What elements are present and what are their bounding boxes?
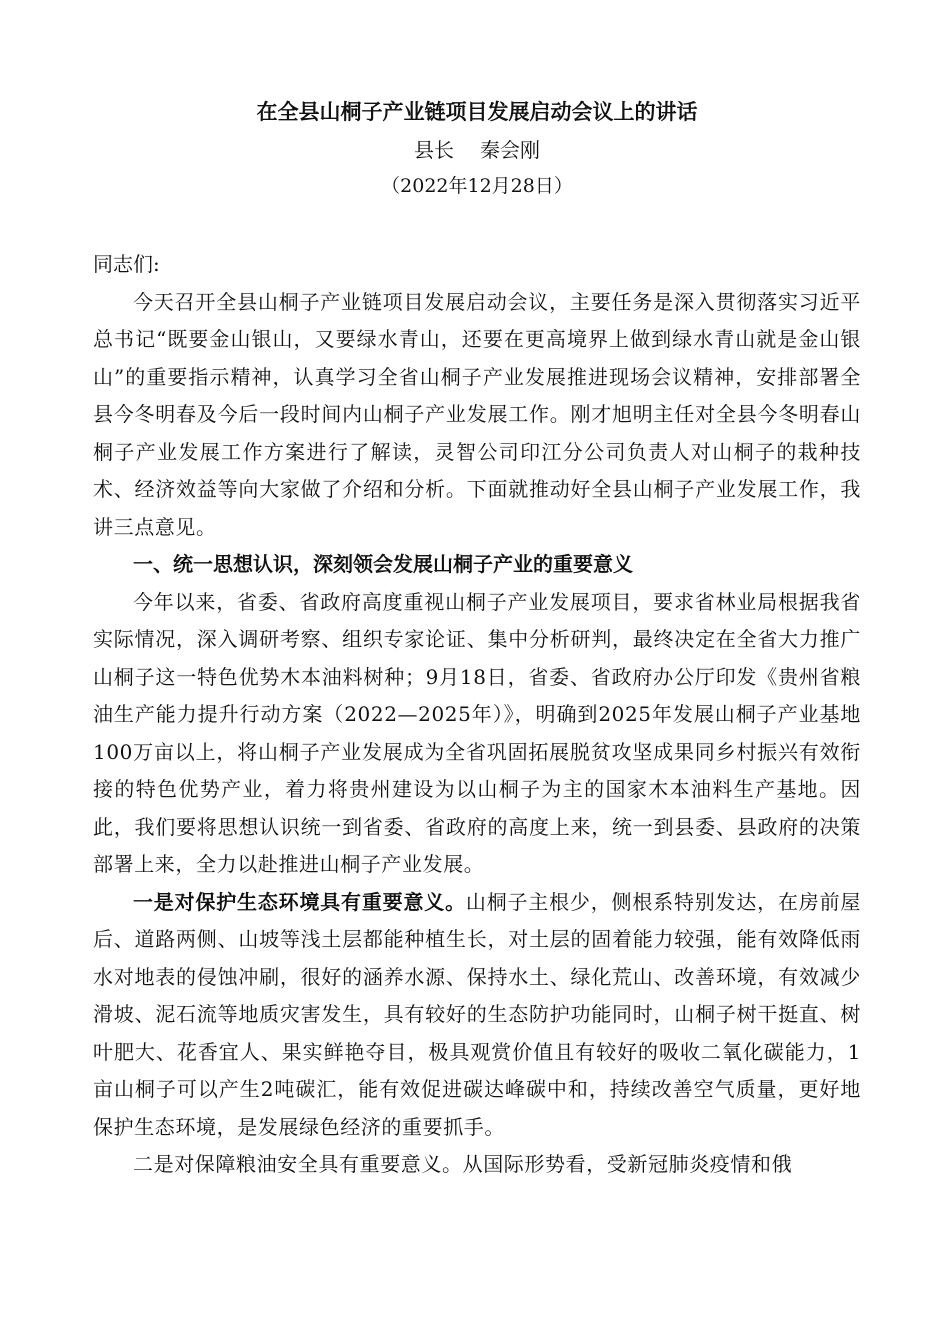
point-1-lead: 一是对保护生态环境具有重要意义。 [133,889,466,914]
author-line [93,132,861,168]
point-1-paragraph [93,884,861,1147]
salutation: 同志们: [93,252,160,276]
document-title: 在全县山桐子产业链项目发展启动会议上的讲话 [256,99,698,124]
author-name: 秦会刚 [480,138,540,162]
speech-date: （2022年12月28日） [381,175,573,197]
point-1-body: 山桐子主根少，侧根系特别发达，在房前屋后、道路两侧、山坡等浅土层都能种植生长，对土层的固着能力较强，能有效降低雨水对地表的侵蚀冲刷，很好的涵养水源、保持水土、绿化荒山、改善环境，有效减少滑坡、泥石流等地质灾害发生，具有较好的生态防护功能同时，山桐子树干挺直、树叶肥大、花香宜人、果实鲜艳夺目，极具观赏价值且有较好的吸收二氧化碳能力，1亩山桐子可以产生2吨碳汇，能有效促进碳达峰碳中和，持续改善空气质量，更好地保护生态环境，是发展绿色经济的重要抓手。 [93,889,861,1139]
document-page [93,92,861,1184]
section-heading-1: 一、统一思想认识，深刻领会发展山桐子产业的重要意义 [133,552,633,576]
author-role: 县长 [414,138,454,162]
section-1-paragraph: 今年以来，省委、省政府高度重视山桐子产业发展项目，要求省林业局根据我省实际情况，深入调研考察、组织专家论证、集中分析研判，最终决定在全省大力推广山桐子这一特色优势木本油料树种；9月18日，省委、省政府办公厅印发《贵州省粮油生产能力提升行动方案（2022—2025年）》，明确到2025年发展山桐子产业基地100万亩以上，将山桐子产业发展成为全省巩固拓展脱贫攻坚成果同乡村振兴有效衔接的特色优势产业，着力将贵州建设为以山桐子为主的国家木本油料生产基地。因此，我们要将思想认识统一到省委、省政府的高度上来，统一到县委、县政府的决策部署上来，全力以赴推进山桐子产业发展。 [93,589,861,876]
point-2-paragraph: 二是对保障粮油安全具有重要意义。从国际形势看，受新冠肺炎疫情和俄 [133,1152,793,1176]
intro-paragraph: 今天召开全县山桐子产业链项目发展启动会议，主要任务是深入贯彻落实习近平总书记“既要金山银山，又要绿水青山，还要在更高境界上做到绿水青山就是金山银山”的重要指示精神，认真学习全省山桐子产业发展推进现场会议精神，安排部署全县今冬明春及今后一段时间内山桐子产业发展工作。刚才旭明主任对全县今冬明春山桐子产业发展工作方案进行了解读，灵智公司印江分公司负责人对山桐子的栽种技术、经济效益等向大家做了介绍和分析。下面就推动好全县山桐子产业发展工作，我讲三点意见。 [93,289,861,539]
